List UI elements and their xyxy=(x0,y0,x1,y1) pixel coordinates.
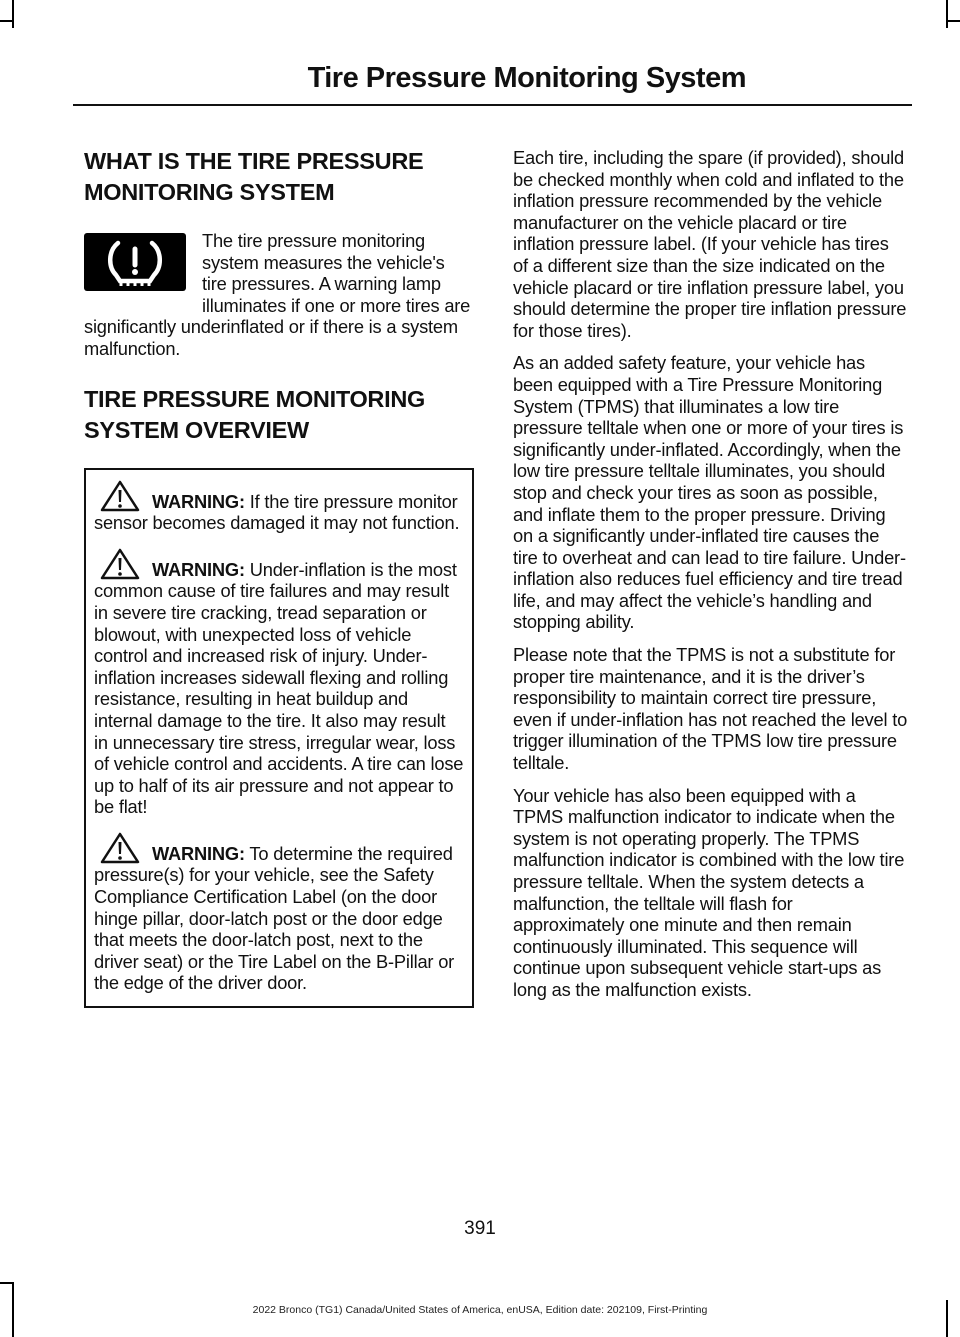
section-heading-tpms-overview xyxy=(84,384,474,446)
warning-label: WARNING: xyxy=(152,842,245,864)
intro-block xyxy=(84,224,474,360)
left-column xyxy=(84,146,474,1008)
crop-mark xyxy=(0,1282,14,1284)
paragraph: Please note that the TPMS is not a substitute for proper tire maintenance, and it is the driver’s responsibility to maintain correct tire pressure, even if under-inflation has not reached the level to trigger illumination of the TPMS low tire pressure telltale. xyxy=(513,644,908,774)
page-header-title: Tire Pressure Monitoring System xyxy=(307,62,746,94)
warning-triangle-icon xyxy=(100,832,140,864)
paragraph: As an added safety feature, your vehicle has been equipped with a Tire Pressure Monitoring System (TPMS) that illuminates a low tire pressure telltale when one or more of your tires is significantly under-inflated. Accordingly, when the low tire pressure telltale illuminates, you should stop and check your tires as soon as possible, and inflate them to the proper pressure. Driving on a significantly under-inflated tire causes the tire to overheat and can lead to tire failure. Under-inflation also reduces fuel efficiency and tire tread life, and may affect the vehicle’s handling and stopping ability. xyxy=(513,352,906,633)
warning-item xyxy=(94,480,464,534)
crop-mark xyxy=(12,0,14,28)
section-heading-what-is-tpms xyxy=(84,146,474,208)
warning-text: To determine the required pressure(s) for your vehicle, see the Safety Compliance Certification Label (on the door hinge pillar, door-latch post or the door edge that meets the door-latch post, next to the driver seat) or the Tire Label on the B-Pillar or the edge of the driver door. xyxy=(94,842,455,994)
header-divider xyxy=(73,104,912,106)
warning-text: Under-inflation is the most common cause of tire failures and may result in severe tire cracking, tread separation or blowout, with unexpected loss of vehicle control and increased risk of injury. Under-inflation increases sidewall flexing and rolling resistance, resulting in heat buildup and internal damage to the tire. It also may result in unnecessary tire stress, irregular wear, loss of vehicle control and accidents. A tire can lose up to half of its air pressure and not appear to be flat! xyxy=(94,558,464,818)
warning-label: WARNING: xyxy=(152,558,245,580)
heading-line: TIRE PRESSURE MONITORING xyxy=(84,385,425,412)
warning-box xyxy=(84,468,474,1008)
intro-paragraph: The tire pressure monitoring system measures the vehicle's tire pressures. A warning lamp illuminates if one or more tires are significantly underinflated or if there is a system malfunction. xyxy=(84,230,471,359)
tire-pressure-warning-icon xyxy=(84,233,186,291)
warning-label: WARNING: xyxy=(152,490,245,512)
footer-edition-info: 2022 Bronco (TG1) Canada/United States of America, enUSA, Edition date: 202109, First-Printing xyxy=(252,1304,708,1316)
warning-item xyxy=(94,832,464,994)
warning-triangle-icon xyxy=(100,548,140,580)
warning-item xyxy=(94,548,464,818)
warning-text: If the tire pressure monitor sensor becomes damaged it may not function. xyxy=(94,490,460,534)
crop-mark xyxy=(946,20,960,22)
heading-line: MONITORING SYSTEM xyxy=(84,179,335,205)
right-column xyxy=(513,147,908,1012)
crop-mark xyxy=(946,0,948,28)
warning-triangle-icon xyxy=(100,480,140,512)
heading-line: WHAT IS THE TIRE PRESSURE xyxy=(84,148,424,174)
page-number: 391 xyxy=(464,1218,496,1239)
paragraph: Your vehicle has also been equipped with a TPMS malfunction indicator to indicate when the system is not operating properly. The TPMS malfunction indicator is combined with the low tire pressure telltale. When the system detects a malfunction, the telltale will flash for approximately one minute and then remain continuously illuminated. This sequence will continue upon subsequent vehicle start-ups as long as the malfunction exists. xyxy=(513,784,905,1000)
heading-line: SYSTEM OVERVIEW xyxy=(84,416,309,443)
crop-mark xyxy=(0,20,14,22)
paragraph: Each tire, including the spare (if provided), should be checked monthly when cold and inflated to the inflation pressure recommended by the vehicle manufacturer on the vehicle placard or tire inflation pressure label. (If your vehicle has tires of a different size than the size indicated on the vehicle placard or tire inflation pressure label, you should determine the proper tire inflation pressure for those tires). xyxy=(513,147,907,341)
